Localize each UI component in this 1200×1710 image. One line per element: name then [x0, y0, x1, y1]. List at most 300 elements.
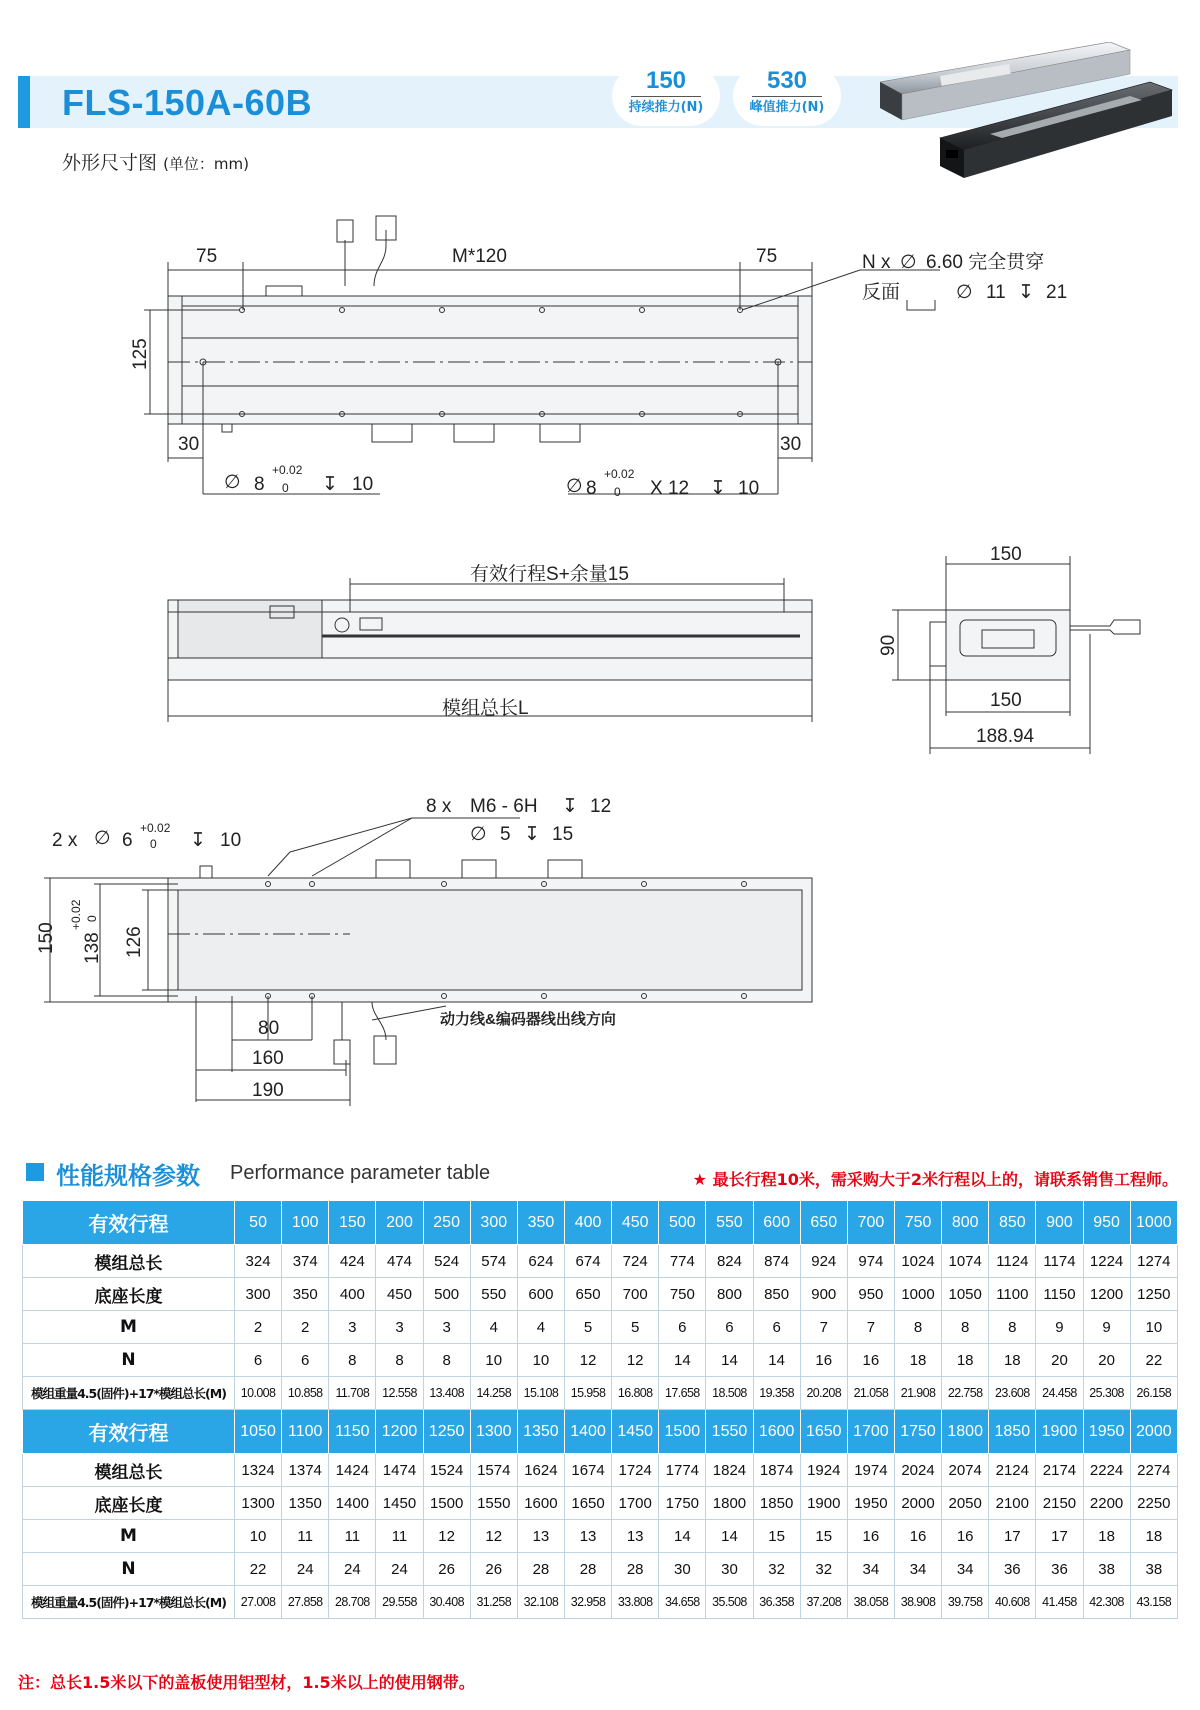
subtitle-unit: (单位：mm): [163, 155, 249, 173]
hole-note-cb-depth: 21: [1046, 282, 1068, 303]
table-cell: 13: [517, 1520, 564, 1553]
depth-icon: ↧: [322, 474, 338, 495]
table-cell: 25.308: [1083, 1377, 1130, 1410]
end-dim-90: 90: [878, 634, 899, 656]
table-cell: 3: [376, 1311, 423, 1344]
pin2-tol-bot: 0: [150, 837, 157, 851]
table-cell: 14: [706, 1520, 753, 1553]
table-cell: 1874: [753, 1454, 800, 1487]
table-cell: 18: [1083, 1520, 1130, 1553]
table-cell: 1574: [470, 1454, 517, 1487]
table-cell: 1924: [800, 1454, 847, 1487]
table-cell: 550: [470, 1278, 517, 1311]
row-header: 模组总长: [23, 1454, 235, 1487]
n-row: [23, 1344, 1178, 1377]
table-cell: 13: [612, 1520, 659, 1553]
table-cell: 1850: [753, 1487, 800, 1520]
row-header: N: [23, 1553, 235, 1586]
table-cell: 1600: [517, 1487, 564, 1520]
dim-80: 80: [258, 1018, 280, 1039]
weight-row: [23, 1377, 1178, 1410]
table-cell: 27.858: [282, 1586, 329, 1619]
end-dim-188: 188.94: [976, 726, 1035, 747]
table-cell: 11: [376, 1520, 423, 1553]
table-cell: 9: [1083, 1311, 1130, 1344]
table-cell: 31.258: [470, 1586, 517, 1619]
table-cell: 16: [847, 1344, 894, 1377]
table-cell: 1050: [235, 1410, 282, 1454]
table-body: [23, 1201, 1178, 1619]
table-cell: 1150: [329, 1410, 376, 1454]
table-cell: 2224: [1083, 1454, 1130, 1487]
table-cell: 550: [706, 1201, 753, 1245]
table-cell: 10: [1130, 1311, 1177, 1344]
table-cell: 6: [706, 1311, 753, 1344]
table-cell: 1024: [894, 1245, 941, 1278]
table-cell: 14: [659, 1344, 706, 1377]
continuous-force-label: 持续推力(N): [628, 100, 704, 115]
table-cell: 750: [894, 1201, 941, 1245]
table-cell: 1100: [989, 1278, 1036, 1311]
table-cell: 26.158: [1130, 1377, 1177, 1410]
diameter-icon: ∅: [94, 828, 111, 849]
table-cell: 18: [989, 1344, 1036, 1377]
table-cell: 524: [423, 1245, 470, 1278]
table-cell: 15.958: [564, 1377, 611, 1410]
table-cell: 2000: [1130, 1410, 1177, 1454]
stroke-row: [23, 1201, 1178, 1245]
table-cell: 2150: [1036, 1487, 1083, 1520]
hole-note-through: 6.60 完全贯穿: [926, 252, 1045, 273]
table-cell: 8: [989, 1311, 1036, 1344]
table-cell: 800: [706, 1278, 753, 1311]
table-cell: 7: [800, 1311, 847, 1344]
table-cell: 1374: [282, 1454, 329, 1487]
pin-left-depth: 10: [352, 474, 374, 495]
table-cell: 400: [564, 1201, 611, 1245]
table-cell: 12: [564, 1344, 611, 1377]
row-header: 模组重量4.5(固件)+17*模组总长(M): [23, 1377, 235, 1410]
dim-75-right: 75: [756, 246, 778, 267]
table-cell: 474: [376, 1245, 423, 1278]
table-cell: 10: [235, 1520, 282, 1553]
dim-30-left: 30: [178, 434, 200, 455]
table-cell: 28: [517, 1553, 564, 1586]
thread-note-depth: 12: [590, 796, 612, 817]
base-length-row: [23, 1278, 1178, 1311]
m-row: [23, 1311, 1178, 1344]
table-cell: 18: [894, 1344, 941, 1377]
table-cell: 20: [1036, 1344, 1083, 1377]
table-cell: 2074: [942, 1454, 989, 1487]
table-cell: 2274: [1130, 1454, 1177, 1487]
dim-m120: M*120: [452, 246, 507, 267]
table-cell: 22: [235, 1553, 282, 1586]
table-cell: 750: [659, 1278, 706, 1311]
dim-190: 190: [252, 1080, 284, 1101]
table-cell: 300: [235, 1278, 282, 1311]
table-cell: 14: [706, 1344, 753, 1377]
table-cell: 1224: [1083, 1245, 1130, 1278]
table-cell: 1700: [612, 1487, 659, 1520]
row-header: 底座长度: [23, 1278, 235, 1311]
table-cell: 16: [942, 1520, 989, 1553]
table-cell: 1324: [235, 1454, 282, 1487]
table-cell: 374: [282, 1245, 329, 1278]
diameter-icon: ∅: [956, 282, 973, 303]
table-cell: 34: [847, 1553, 894, 1586]
table-cell: 2100: [989, 1487, 1036, 1520]
row-header: 模组总长: [23, 1245, 235, 1278]
dim-138-tol-top: +0.02: [69, 899, 83, 930]
pin-left-dia: 8: [254, 474, 265, 495]
table-cell: 32: [800, 1553, 847, 1586]
table-cell: 700: [847, 1201, 894, 1245]
section-title: 性能规格参数: [56, 1162, 200, 1190]
table-cell: 28.708: [329, 1586, 376, 1619]
table-cell: 40.608: [989, 1586, 1036, 1619]
table-cell: 20: [1083, 1344, 1130, 1377]
dim-125: 125: [130, 338, 151, 370]
product-title: FLS-150A-60B: [62, 82, 313, 123]
table-cell: 33.808: [612, 1586, 659, 1619]
performance-table: [22, 1200, 1178, 1619]
table-cell: 950: [1083, 1201, 1130, 1245]
diameter-icon: ∅: [224, 472, 241, 493]
table-cell: 6: [282, 1344, 329, 1377]
dim-150-side: 150: [36, 922, 57, 954]
table-cell: 34: [894, 1553, 941, 1586]
table-cell: 38.908: [894, 1586, 941, 1619]
table-cell: 450: [376, 1278, 423, 1311]
table-cell: 874: [753, 1245, 800, 1278]
table-cell: 1624: [517, 1454, 564, 1487]
table-cell: 1000: [894, 1278, 941, 1311]
table-cell: 5: [564, 1311, 611, 1344]
table-cell: 500: [659, 1201, 706, 1245]
table-cell: 30: [706, 1553, 753, 1586]
table-cell: 7: [847, 1311, 894, 1344]
table-cell: 12.558: [376, 1377, 423, 1410]
row-header: 有效行程: [23, 1201, 235, 1245]
diameter-icon: ∅: [470, 824, 487, 845]
table-cell: 1174: [1036, 1245, 1083, 1278]
table-cell: 4: [470, 1311, 517, 1344]
table-cell: 13.408: [423, 1377, 470, 1410]
table-cell: 1100: [282, 1410, 329, 1454]
table-cell: 6: [753, 1311, 800, 1344]
table-cell: 1750: [659, 1487, 706, 1520]
table-cell: 1900: [800, 1487, 847, 1520]
table-cell: 2200: [1083, 1487, 1130, 1520]
table-cell: 1150: [1036, 1278, 1083, 1311]
bottom-view: [44, 818, 812, 1106]
table-cell: 32: [753, 1553, 800, 1586]
table-cell: 1300: [235, 1487, 282, 1520]
table-cell: 1974: [847, 1454, 894, 1487]
max-stroke-note: ★ 最长行程10米，需采购大于2米行程以上的，请联系销售工程师。: [692, 1170, 1178, 1189]
table-cell: 1550: [470, 1487, 517, 1520]
table-cell: 32.958: [564, 1586, 611, 1619]
table-cell: 850: [753, 1278, 800, 1311]
table-cell: 26: [423, 1553, 470, 1586]
table-cell: 36.358: [753, 1586, 800, 1619]
table-cell: 3: [329, 1311, 376, 1344]
table-cell: 22: [1130, 1344, 1177, 1377]
total-length-row: [23, 1245, 1178, 1278]
table-cell: 1750: [894, 1410, 941, 1454]
base-length-row: [23, 1487, 1178, 1520]
table-cell: 11: [329, 1520, 376, 1553]
table-cell: 34: [942, 1553, 989, 1586]
table-cell: 24: [329, 1553, 376, 1586]
cable-direction-note: 动力线&编码器线出线方向: [440, 1011, 616, 1028]
pin2-note-count: 2 x: [52, 830, 78, 851]
stroke-label: 有效行程S+余量15: [470, 564, 629, 585]
pin2-note-depth: 10: [220, 830, 242, 851]
table-cell: 924: [800, 1245, 847, 1278]
total-length-label: 模组总长L: [442, 698, 529, 719]
table-cell: 2: [282, 1311, 329, 1344]
table-cell: 8: [942, 1311, 989, 1344]
table-cell: 100: [282, 1201, 329, 1245]
table-cell: 23.608: [989, 1377, 1036, 1410]
table-cell: 1524: [423, 1454, 470, 1487]
table-cell: 1800: [942, 1410, 989, 1454]
table-cell: 17: [989, 1520, 1036, 1553]
table-cell: 350: [517, 1201, 564, 1245]
table-cell: 1450: [612, 1410, 659, 1454]
section-subtitle: Performance parameter table: [230, 1162, 491, 1184]
pin-left-tol-bot: 0: [282, 481, 289, 495]
table-cell: 1250: [423, 1410, 470, 1454]
table-cell: 824: [706, 1245, 753, 1278]
n-row: [23, 1553, 1178, 1586]
table-cell: 43.158: [1130, 1586, 1177, 1619]
thread-note-count: 8 x: [426, 796, 452, 817]
table-cell: 1300: [470, 1410, 517, 1454]
table-cell: 774: [659, 1245, 706, 1278]
pin-right-tol-top: +0.02: [604, 467, 635, 481]
diameter-icon: ∅: [566, 476, 583, 497]
table-cell: 28: [612, 1553, 659, 1586]
table-cell: 22.758: [942, 1377, 989, 1410]
table-cell: 1850: [989, 1410, 1036, 1454]
table-cell: 14.258: [470, 1377, 517, 1410]
depth-icon: ↧: [562, 796, 578, 817]
pin-right-slot: X 12: [650, 478, 690, 499]
table-cell: 32.108: [517, 1586, 564, 1619]
end-view: [892, 556, 1140, 754]
table-cell: 8: [894, 1311, 941, 1344]
table-cell: 1800: [706, 1487, 753, 1520]
table-cell: 8: [376, 1344, 423, 1377]
table-cell: 16: [847, 1520, 894, 1553]
dim-75-left: 75: [196, 246, 218, 267]
hole-note-reverse: 反面: [862, 282, 901, 303]
table-cell: 950: [847, 1278, 894, 1311]
table-cell: 4: [517, 1311, 564, 1344]
table-cell: 11: [282, 1520, 329, 1553]
table-cell: 18: [942, 1344, 989, 1377]
table-cell: 674: [564, 1245, 611, 1278]
table-cell: 1200: [1083, 1278, 1130, 1311]
table-cell: 600: [517, 1278, 564, 1311]
thread-note-spec: M6 - 6H: [470, 796, 538, 817]
row-header: N: [23, 1344, 235, 1377]
table-cell: 36: [1036, 1553, 1083, 1586]
end-dim-150-bottom: 150: [990, 690, 1022, 711]
table-cell: 1950: [847, 1487, 894, 1520]
table-cell: 37.208: [800, 1586, 847, 1619]
table-cell: 30.408: [423, 1586, 470, 1619]
table-cell: 3: [423, 1311, 470, 1344]
table-cell: 1650: [564, 1487, 611, 1520]
table-cell: 15.108: [517, 1377, 564, 1410]
table-cell: 21.058: [847, 1377, 894, 1410]
table-cell: 30: [659, 1553, 706, 1586]
table-cell: 350: [282, 1278, 329, 1311]
table-cell: 650: [564, 1278, 611, 1311]
footer-note: 注：总长1.5米以下的盖板使用铝型材，1.5米以上的使用钢带。: [18, 1673, 475, 1692]
continuous-force-value: 150: [645, 67, 687, 94]
table-cell: 1700: [847, 1410, 894, 1454]
table-cell: 8: [423, 1344, 470, 1377]
depth-icon: ↧: [190, 830, 206, 851]
table-cell: 10.858: [282, 1377, 329, 1410]
depth-icon: ↧: [1018, 282, 1034, 303]
table-cell: 700: [612, 1278, 659, 1311]
table-cell: 26: [470, 1553, 517, 1586]
table-cell: 1250: [1130, 1278, 1177, 1311]
peak-force-label: 峰值推力(N): [749, 100, 825, 115]
table-cell: 800: [942, 1201, 989, 1245]
table-cell: 15: [800, 1520, 847, 1553]
table-cell: 18: [1130, 1520, 1177, 1553]
table-cell: 24: [282, 1553, 329, 1586]
table-cell: 850: [989, 1201, 1036, 1245]
table-cell: 900: [1036, 1201, 1083, 1245]
table-cell: 200: [376, 1201, 423, 1245]
table-cell: 17: [1036, 1520, 1083, 1553]
table-cell: 14: [753, 1344, 800, 1377]
table-cell: 324: [235, 1245, 282, 1278]
depth-icon: ↧: [524, 824, 540, 845]
dim-160: 160: [252, 1048, 284, 1069]
row-header: M: [23, 1311, 235, 1344]
table-cell: 900: [800, 1278, 847, 1311]
table-cell: 10: [470, 1344, 517, 1377]
table-cell: 1450: [376, 1487, 423, 1520]
table-cell: 42.308: [1083, 1586, 1130, 1619]
table-cell: 1674: [564, 1454, 611, 1487]
table-cell: 38: [1083, 1553, 1130, 1586]
table-cell: 21.908: [894, 1377, 941, 1410]
row-header: 模组重量4.5(固件)+17*模组总长(M): [23, 1586, 235, 1619]
table-cell: 41.458: [1036, 1586, 1083, 1619]
table-cell: 1474: [376, 1454, 423, 1487]
table-cell: 38: [1130, 1553, 1177, 1586]
table-cell: 974: [847, 1245, 894, 1278]
row-header: 底座长度: [23, 1487, 235, 1520]
table-cell: 600: [753, 1201, 800, 1245]
table-cell: 10.008: [235, 1377, 282, 1410]
total-length-row: [23, 1454, 1178, 1487]
subtitle-main: 外形尺寸图: [62, 152, 158, 174]
table-cell: 1400: [564, 1410, 611, 1454]
section-marker: [26, 1163, 44, 1181]
table-cell: 20.208: [800, 1377, 847, 1410]
table-cell: 15: [753, 1520, 800, 1553]
table-cell: 624: [517, 1245, 564, 1278]
table-cell: 12: [423, 1520, 470, 1553]
dim-138-tol-bot: 0: [85, 915, 99, 922]
table-cell: 28: [564, 1553, 611, 1586]
pin-right-depth: 10: [738, 478, 760, 499]
table-cell: 17.658: [659, 1377, 706, 1410]
table-cell: 574: [470, 1245, 517, 1278]
table-cell: 1200: [376, 1410, 423, 1454]
pin2-note-dia: 6: [122, 830, 133, 851]
table-cell: 16.808: [612, 1377, 659, 1410]
diameter-icon: ∅: [900, 252, 917, 273]
table-cell: 300: [470, 1201, 517, 1245]
table-cell: 2: [235, 1311, 282, 1344]
m-row: [23, 1520, 1178, 1553]
table-cell: 424: [329, 1245, 376, 1278]
table-cell: 13: [564, 1520, 611, 1553]
table-cell: 1550: [706, 1410, 753, 1454]
table-cell: 6: [659, 1311, 706, 1344]
table-cell: 5: [612, 1311, 659, 1344]
table-cell: 8: [329, 1344, 376, 1377]
table-cell: 1900: [1036, 1410, 1083, 1454]
table-cell: 1500: [659, 1410, 706, 1454]
table-cell: 1400: [329, 1487, 376, 1520]
table-cell: 36: [989, 1553, 1036, 1586]
table-cell: 500: [423, 1278, 470, 1311]
dim-30-right: 30: [780, 434, 802, 455]
depth-icon: ↧: [710, 478, 726, 499]
table-cell: 2124: [989, 1454, 1036, 1487]
table-cell: 1724: [612, 1454, 659, 1487]
hole-note-count: N x: [862, 252, 891, 273]
table-cell: 10: [517, 1344, 564, 1377]
table-cell: 12: [612, 1344, 659, 1377]
table-cell: 1350: [517, 1410, 564, 1454]
table-cell: 2050: [942, 1487, 989, 1520]
table-cell: 250: [423, 1201, 470, 1245]
table-cell: 39.758: [942, 1586, 989, 1619]
weight-row: [23, 1586, 1178, 1619]
table-cell: 650: [800, 1201, 847, 1245]
table-cell: 1274: [1130, 1245, 1177, 1278]
table-cell: 24: [376, 1553, 423, 1586]
thread-note-dia-depth: 15: [552, 824, 574, 845]
table-cell: 2250: [1130, 1487, 1177, 1520]
table-cell: 27.008: [235, 1586, 282, 1619]
table-cell: 1774: [659, 1454, 706, 1487]
row-header: M: [23, 1520, 235, 1553]
table-cell: 1600: [753, 1410, 800, 1454]
row-header: 有效行程: [23, 1410, 235, 1454]
top-view: [144, 216, 940, 494]
pin-left-tol-top: +0.02: [272, 463, 303, 477]
table-cell: 1500: [423, 1487, 470, 1520]
table-cell: 9: [1036, 1311, 1083, 1344]
table-cell: 11.708: [329, 1377, 376, 1410]
table-cell: 1050: [942, 1278, 989, 1311]
